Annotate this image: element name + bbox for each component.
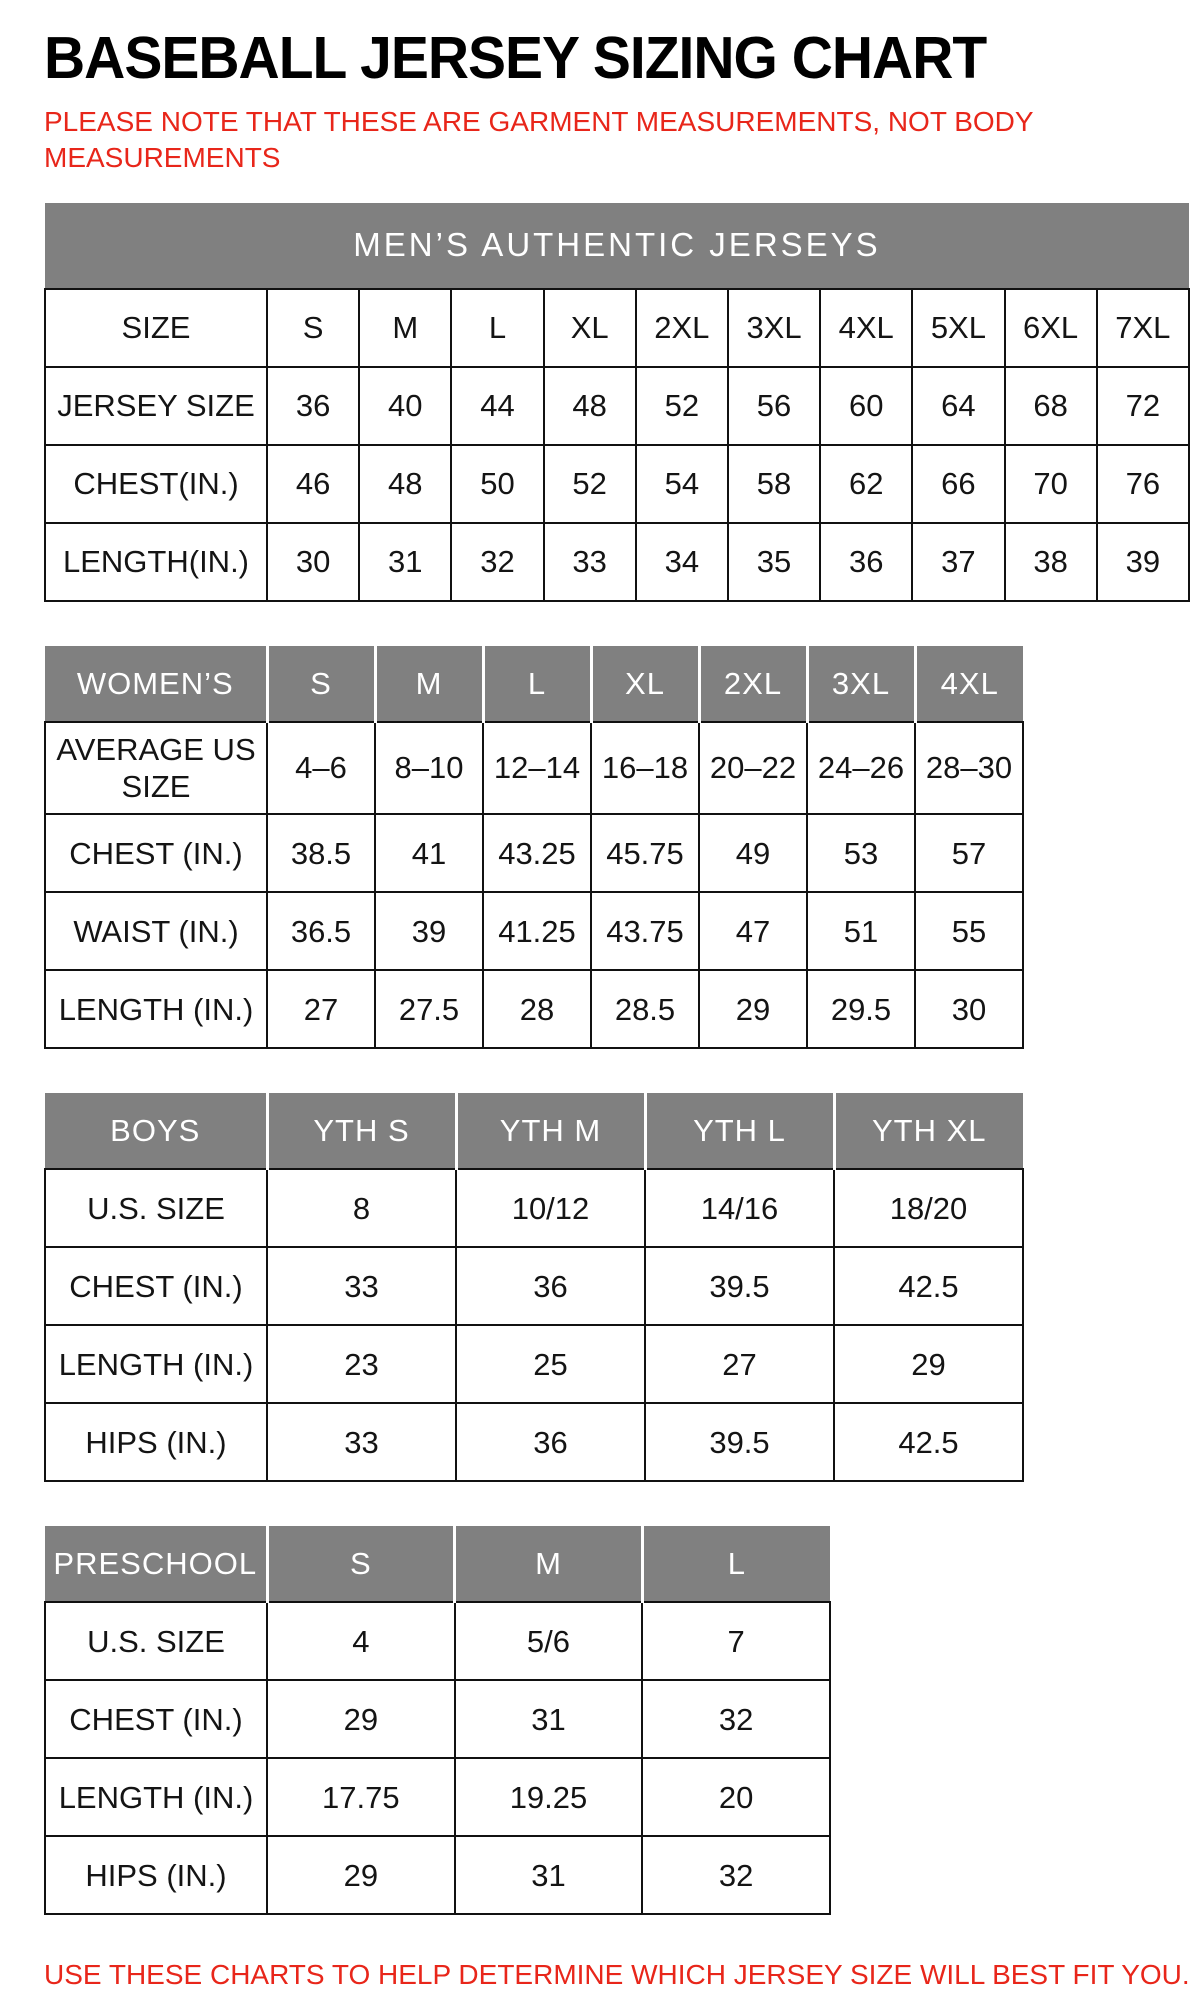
value-cell: 23 [267,1325,456,1403]
mens-sizing-table [44,203,1190,602]
value-cell: 34 [636,523,728,601]
value-cell: 14/16 [645,1169,834,1247]
value-cell: 48 [359,445,451,523]
row-label: CHEST (IN.) [45,1680,267,1758]
value-cell: 19.25 [455,1758,643,1836]
value-cell: 39 [1097,523,1189,601]
table-row [45,1403,1023,1481]
value-cell: 5XL [912,289,1004,367]
value-cell: 54 [636,445,728,523]
value-cell: 29.5 [807,970,915,1048]
row-label: U.S. SIZE [45,1602,267,1680]
table-row [45,970,1023,1048]
value-cell: 62 [820,445,912,523]
header-row [45,646,1023,722]
size-header-cell: L [642,1526,830,1602]
value-cell: 32 [642,1680,830,1758]
value-cell: 25 [456,1325,645,1403]
size-header-cell: M [375,646,483,722]
size-header-cell: S [267,1526,455,1602]
value-cell: 4XL [820,289,912,367]
womens-sizing-table [44,646,1024,1049]
value-cell: 43.75 [591,892,699,970]
value-cell: 27 [267,970,375,1048]
size-header-cell: YTH S [267,1093,456,1169]
table-title-cell: PRESCHOOL [45,1526,267,1602]
value-cell: 29 [834,1325,1023,1403]
value-cell: 31 [359,523,451,601]
row-label: U.S. SIZE [45,1169,267,1247]
value-cell: 41.25 [483,892,591,970]
value-cell: L [451,289,543,367]
size-header-cell: YTH XL [834,1093,1023,1169]
table-row [45,722,1023,814]
value-cell: 20 [642,1758,830,1836]
table-row [45,1602,830,1680]
table-row [45,1325,1023,1403]
value-cell: 36 [820,523,912,601]
row-label: LENGTH (IN.) [45,1325,267,1403]
size-header-cell: XL [591,646,699,722]
table-row [45,289,1189,367]
value-cell: 7 [642,1602,830,1680]
value-cell: 70 [1005,445,1097,523]
value-cell: 24–26 [807,722,915,814]
value-cell: 48 [544,367,636,445]
row-label: SIZE [45,289,267,367]
size-header-cell: 3XL [807,646,915,722]
value-cell: 4 [267,1602,455,1680]
value-cell: 53 [807,814,915,892]
value-cell: 29 [267,1680,455,1758]
table-banner: MEN’S AUTHENTIC JERSEYS [45,203,1189,289]
value-cell: 17.75 [267,1758,455,1836]
row-label: WAIST (IN.) [45,892,267,970]
value-cell: 7XL [1097,289,1189,367]
value-cell: S [267,289,359,367]
value-cell: 30 [267,523,359,601]
value-cell: 46 [267,445,359,523]
value-cell: 56 [728,367,820,445]
value-cell: 10/12 [456,1169,645,1247]
value-cell: 18/20 [834,1169,1023,1247]
value-cell: 39.5 [645,1403,834,1481]
table-row [45,445,1189,523]
row-label: LENGTH(IN.) [45,523,267,601]
row-label: LENGTH (IN.) [45,970,267,1048]
row-label: CHEST(IN.) [45,445,267,523]
size-header-cell: 4XL [915,646,1023,722]
value-cell: 38.5 [267,814,375,892]
value-cell: 31 [455,1680,643,1758]
table-row [45,892,1023,970]
value-cell: 45.75 [591,814,699,892]
row-label: CHEST (IN.) [45,1247,267,1325]
table-row [45,1247,1023,1325]
value-cell: 36 [267,367,359,445]
table-row [45,523,1189,601]
row-label: HIPS (IN.) [45,1403,267,1481]
value-cell: 36 [456,1403,645,1481]
value-cell: 41 [375,814,483,892]
table-title-cell: BOYS [45,1093,267,1169]
value-cell: 37 [912,523,1004,601]
page-subtitle: PLEASE NOTE THAT THESE ARE GARMENT MEASUREMENTS, NOT BODY MEASUREMENTS [44,106,1034,174]
value-cell: 29 [267,1836,455,1914]
value-cell: 55 [915,892,1023,970]
table-title-cell: WOMEN’S [45,646,267,722]
value-cell: 8 [267,1169,456,1247]
value-cell: 33 [267,1247,456,1325]
value-cell: 29 [699,970,807,1048]
value-cell: XL [544,289,636,367]
value-cell: 31 [455,1836,643,1914]
table-row [45,1836,830,1914]
value-cell: 68 [1005,367,1097,445]
value-cell: 33 [267,1403,456,1481]
value-cell: 39.5 [645,1247,834,1325]
header-row [45,1526,830,1602]
page-title: BASEBALL JERSEY SIZING CHART [44,25,987,92]
value-cell: 49 [699,814,807,892]
size-header-cell: M [455,1526,643,1602]
value-cell: 30 [915,970,1023,1048]
header-row [45,1093,1023,1169]
table-row [45,367,1189,445]
value-cell: 27 [645,1325,834,1403]
size-header-cell: YTH M [456,1093,645,1169]
row-label: HIPS (IN.) [45,1836,267,1914]
row-label: CHEST (IN.) [45,814,267,892]
row-label: JERSEY SIZE [45,367,267,445]
value-cell: 2XL [636,289,728,367]
value-cell: 8–10 [375,722,483,814]
value-cell: 72 [1097,367,1189,445]
value-cell: 36.5 [267,892,375,970]
value-cell: 28–30 [915,722,1023,814]
value-cell: 39 [375,892,483,970]
value-cell: 3XL [728,289,820,367]
value-cell: 50 [451,445,543,523]
value-cell: 5/6 [455,1602,643,1680]
value-cell: 43.25 [483,814,591,892]
banner-row [45,203,1189,289]
value-cell: 66 [912,445,1004,523]
value-cell: 42.5 [834,1403,1023,1481]
value-cell: 4–6 [267,722,375,814]
value-cell: 35 [728,523,820,601]
table-row [45,814,1023,892]
value-cell: 32 [642,1836,830,1914]
row-label: LENGTH (IN.) [45,1758,267,1836]
value-cell: 16–18 [591,722,699,814]
value-cell: 42.5 [834,1247,1023,1325]
size-header-cell: L [483,646,591,722]
value-cell: 6XL [1005,289,1097,367]
value-cell: 76 [1097,445,1189,523]
value-cell: 52 [544,445,636,523]
value-cell: 32 [451,523,543,601]
value-cell: 36 [456,1247,645,1325]
value-cell: 52 [636,367,728,445]
size-header-cell: 2XL [699,646,807,722]
value-cell: 60 [820,367,912,445]
value-cell: 20–22 [699,722,807,814]
size-header-cell: S [267,646,375,722]
value-cell: 47 [699,892,807,970]
size-header-cell: YTH L [645,1093,834,1169]
value-cell: 27.5 [375,970,483,1048]
value-cell: M [359,289,451,367]
table-row [45,1680,830,1758]
value-cell: 40 [359,367,451,445]
preschool-sizing-table [44,1526,831,1915]
row-label: AVERAGE US SIZE [45,722,267,814]
value-cell: 28 [483,970,591,1048]
value-cell: 28.5 [591,970,699,1048]
table-row [45,1169,1023,1247]
value-cell: 57 [915,814,1023,892]
value-cell: 33 [544,523,636,601]
footer-note: USE THESE CHARTS TO HELP DETERMINE WHICH JERSEY SIZE WILL BEST FIT YOU. [44,1959,1190,1991]
boys-sizing-table [44,1093,1024,1482]
value-cell: 44 [451,367,543,445]
value-cell: 58 [728,445,820,523]
table-row [45,1758,830,1836]
value-cell: 12–14 [483,722,591,814]
value-cell: 51 [807,892,915,970]
value-cell: 38 [1005,523,1097,601]
value-cell: 64 [912,367,1004,445]
